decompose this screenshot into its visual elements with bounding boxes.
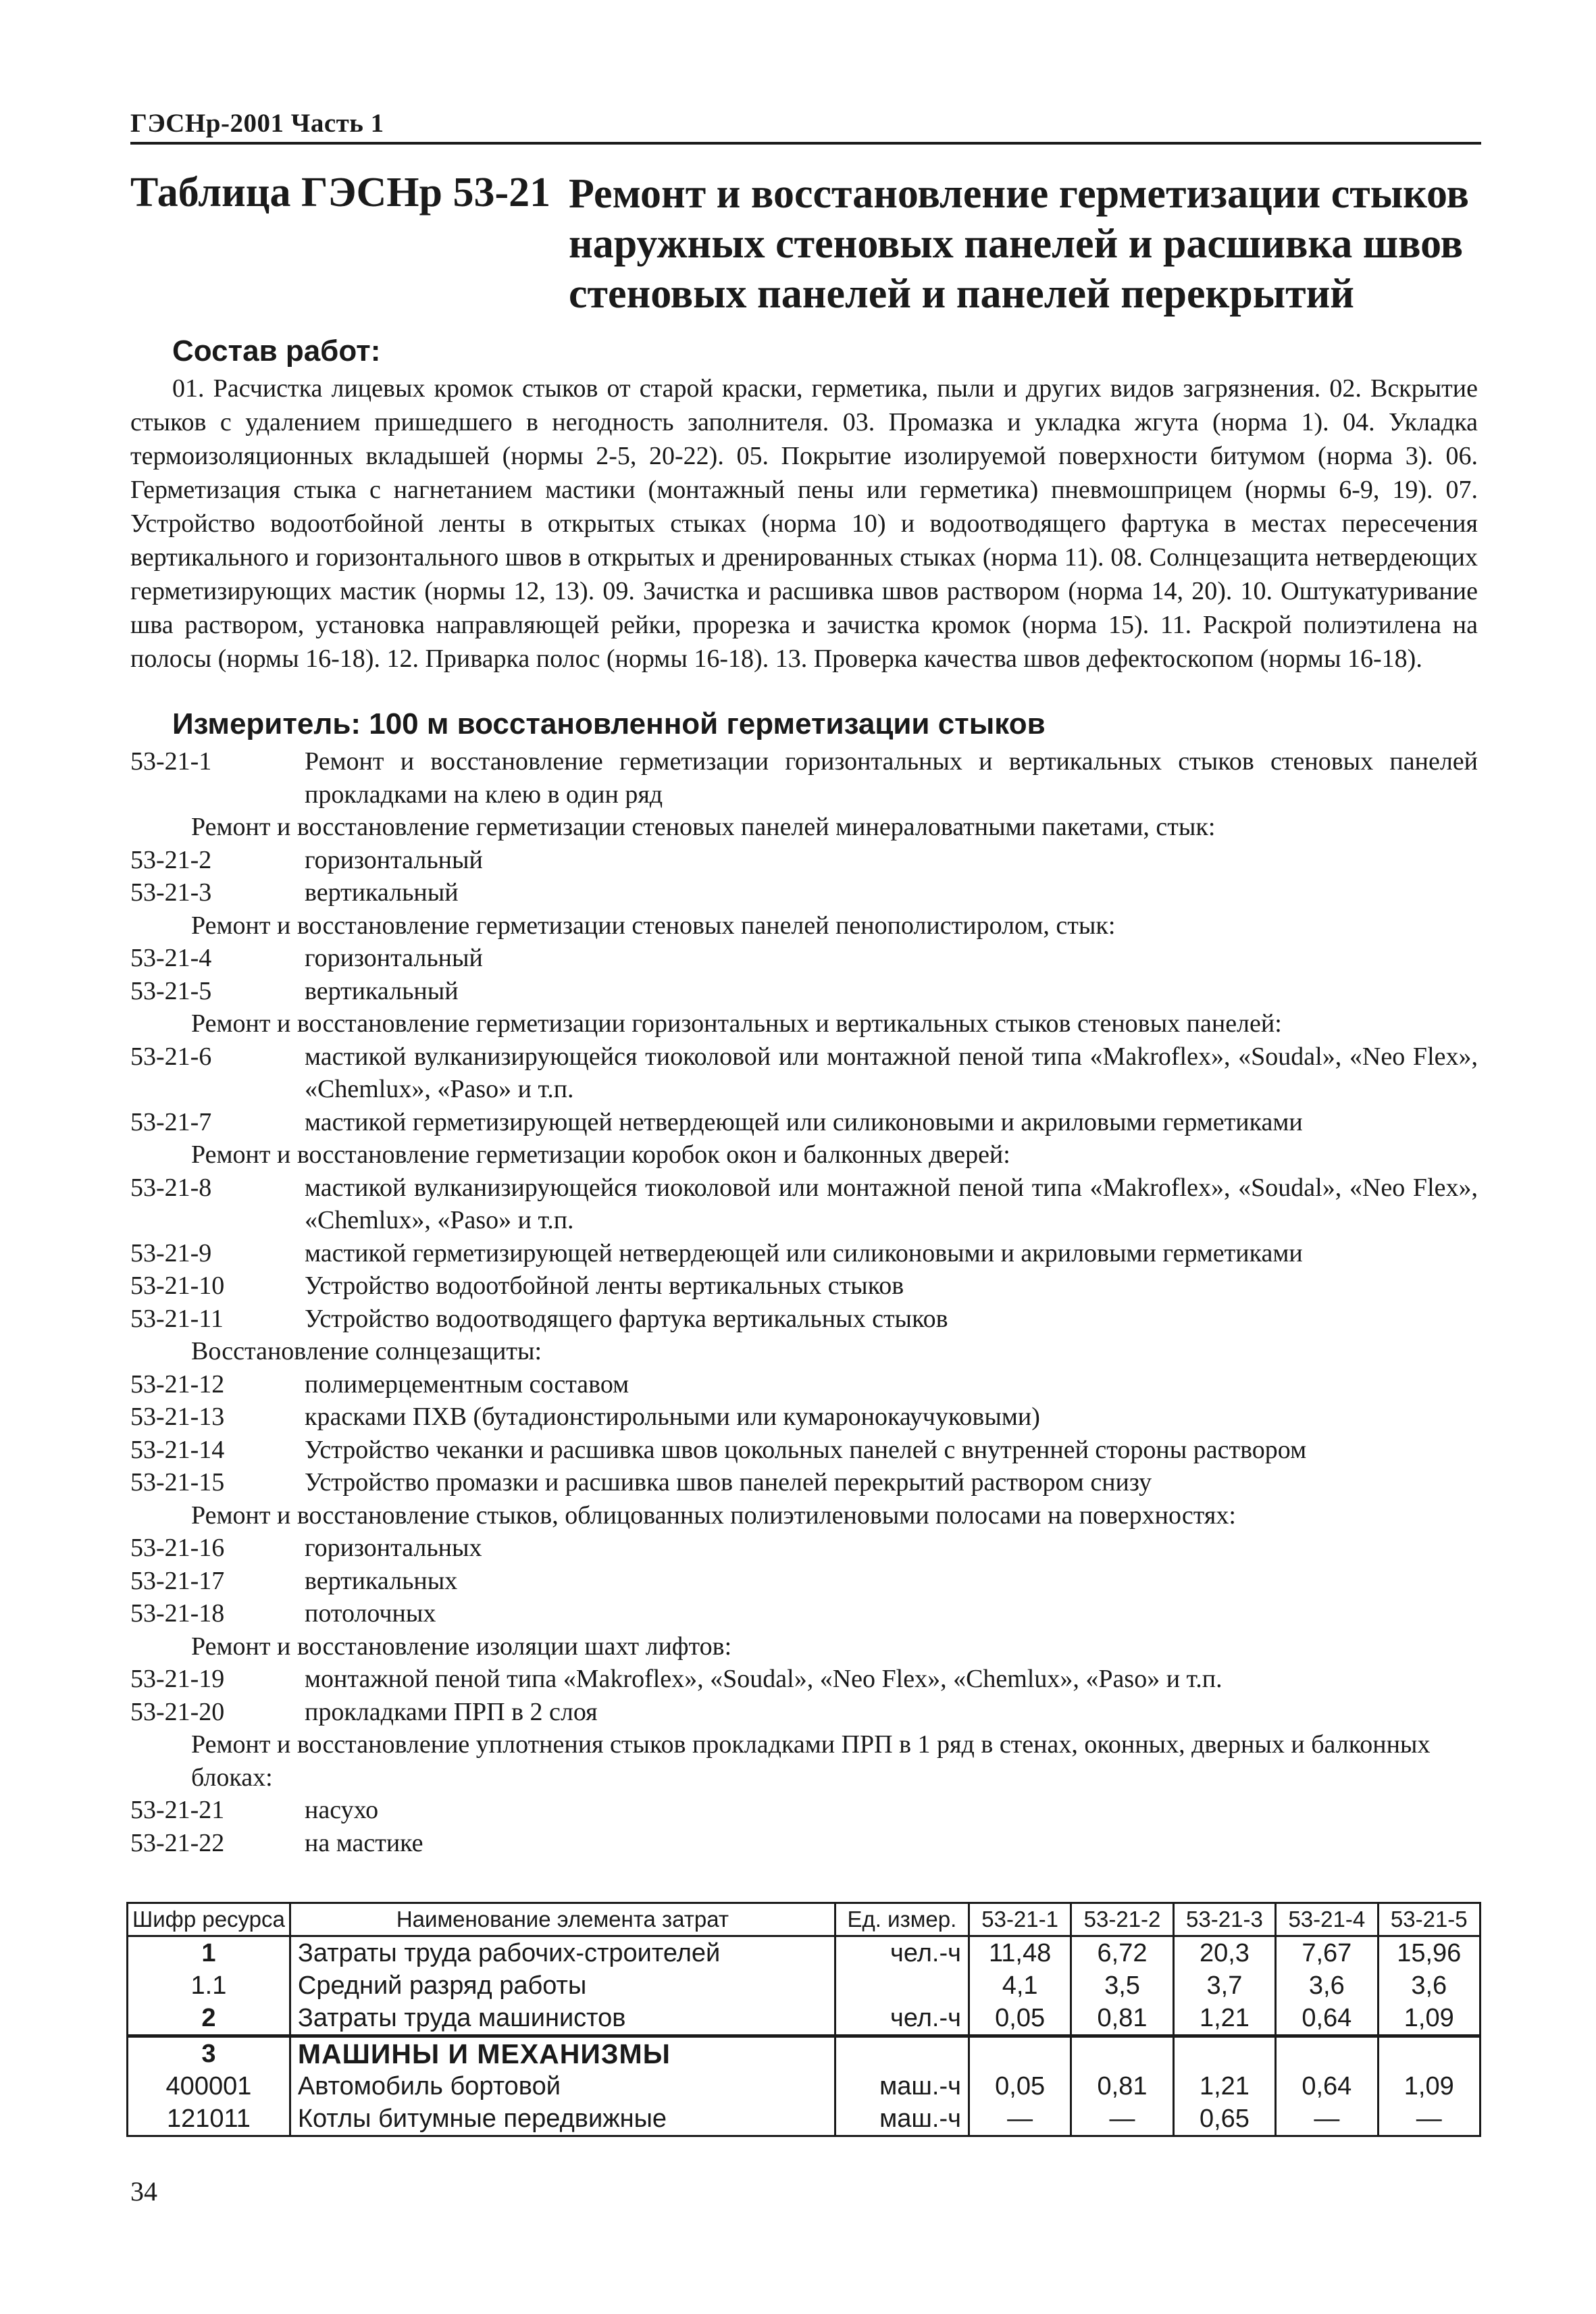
resource-value: 0,05 (969, 2002, 1071, 2036)
cost-table-row (128, 2002, 1481, 2036)
works-text: 01. Расчистка лицевых кромок стыков от старой краски, герметика, пыли и других видов загрязнения. 02. Вскрытие стыков с удалением пришедшего в негодность заполнителя. 03. Промазка и укладка жгута (норма 1). 04. Укладка термоизоляционных вкладышей (нормы 2-5, 20-22). 05. Покрытие изолируемой поверхности битумом (норма 3). 06. Герметизация стыка с нагнетанием мастики (монтажный пены или герметика) пневмошприцем (нормы 6-9, 19). 07. Устройство водоотбойной ленты в открытых стыках (норма 10) и водоотводящего фартука в местах пересечения вертикального и горизонтального швов в открытых и дренированных стыках (норма 11). 08. Солнцезащита нетвердеющих герметизирующих мастик (нормы 12, 13). 09. Зачистка и расшивка швов раствором (норма 14, 20). 10. Оштукатуривание шва раствором, установка направляющей рейки, прорезка и зачистка кромок (норма 15). 11. Раскрой полиэтилена на полосы (нормы 16-18). 12. Приварка полос (нормы 16-18). 13. Проверка качества швов дефектоскопом (нормы 16-18). (130, 374, 1478, 673)
header-col-3: 53-21-3 (1173, 1903, 1275, 1936)
resource-value: 1,21 (1173, 2002, 1275, 2036)
norm-item (130, 1106, 1478, 1139)
norm-code: 53-21-1 (130, 747, 212, 776)
running-header: ГЭСНр-2001 Часть 1 (130, 109, 384, 138)
resource-name: Затраты труда рабочих-строителей (290, 1936, 835, 1970)
group-heading: Ремонт и восстановление стыков, облицованных полиэтиленовыми полосами на поверхностях: (191, 1501, 1236, 1530)
resource-value: 3,6 (1378, 1969, 1480, 2002)
cost-table-header-row (128, 1903, 1481, 1936)
header-rule (130, 142, 1481, 145)
norm-code: 53-21-9 (130, 1238, 212, 1267)
norm-item (130, 745, 1478, 811)
norm-code: 53-21-8 (130, 1173, 212, 1202)
norm-item (130, 975, 1478, 1008)
norm-description: монтажной пеной типа «Makroflex», «Soudal», «Neo Flex», «Chemlux», «Paso» и т.п. (305, 1665, 1222, 1693)
resource-value: 3,6 (1276, 1969, 1378, 2002)
norm-description: Устройство водоотбойной ленты вертикальных стыков (305, 1272, 904, 1300)
group-heading: Ремонт и восстановление изоляции шахт лифтов: (191, 1632, 732, 1661)
cost-table-row (128, 1936, 1481, 1970)
resource-value: 3,7 (1173, 1969, 1275, 2002)
resource-name: МАШИНЫ И МЕХАНИЗМЫ (290, 2036, 835, 2071)
norm-description: мастикой герметизирующей нетвердеющей или силиконовыми и акриловыми герметиками (305, 1238, 1303, 1267)
norm-code: 53-21-10 (130, 1272, 225, 1300)
norm-item (130, 1368, 1478, 1401)
resource-name: Средний разряд работы (290, 1969, 835, 2002)
measure-label: Измеритель: 100 м восстановленной герметизации стыков (172, 707, 1046, 740)
norm-item (130, 1565, 1478, 1598)
group-heading: Ремонт и восстановление уплотнения стыков прокладками ПРП в 1 ряд в стенах, оконных, дверных и балконных блоках: (191, 1730, 1431, 1792)
group-heading: Ремонт и восстановление герметизации стеновых панелей пенополистиролом, стык: (191, 911, 1116, 940)
works-label: Состав работ: (172, 334, 381, 368)
resource-value (1378, 2036, 1480, 2071)
norm-item (130, 1434, 1478, 1467)
resource-value: 0,81 (1071, 2070, 1173, 2103)
cost-table (126, 1902, 1481, 2137)
resource-value: — (1378, 2103, 1480, 2136)
norm-code: 53-21-18 (130, 1599, 225, 1628)
norm-description: вертикальных (305, 1566, 458, 1595)
norm-code: 53-21-20 (130, 1697, 225, 1726)
cost-table-row (128, 2103, 1481, 2136)
norm-description: вертикальный (305, 976, 459, 1005)
norm-item (130, 1827, 1478, 1860)
norm-item (130, 1466, 1478, 1499)
resource-unit (835, 2036, 969, 2071)
resource-value: 0,64 (1276, 2070, 1378, 2103)
norm-item (130, 876, 1478, 909)
resource-value: 4,1 (969, 1969, 1071, 2002)
header-col-2: 53-21-2 (1071, 1903, 1173, 1936)
norm-code: 53-21-7 (130, 1107, 212, 1136)
norm-code: 53-21-22 (130, 1828, 225, 1857)
resource-value: 1,09 (1378, 2070, 1480, 2103)
resource-value: 15,96 (1378, 1936, 1480, 1970)
resource-value: 20,3 (1173, 1936, 1275, 1970)
norm-item (130, 1401, 1478, 1434)
header-unit: Ед. измер. (835, 1903, 969, 1936)
norm-description: горизонтальный (305, 845, 483, 874)
resource-unit: чел.-ч (835, 1936, 969, 1970)
resource-code: 1.1 (128, 1969, 290, 2002)
norm-code: 53-21-16 (130, 1534, 225, 1562)
header-col-1: 53-21-1 (969, 1903, 1071, 1936)
resource-value: 11,48 (969, 1936, 1071, 1970)
norm-code: 53-21-19 (130, 1665, 225, 1693)
norm-item (130, 1696, 1478, 1729)
cost-table-row (128, 2036, 1481, 2071)
cost-table-row (128, 2070, 1481, 2103)
norm-item (130, 1663, 1478, 1696)
norm-item (130, 844, 1478, 877)
resource-unit: чел.-ч (835, 2002, 969, 2036)
resource-code: 121011 (128, 2103, 290, 2136)
resource-value: — (1071, 2103, 1173, 2136)
norm-item (130, 1237, 1478, 1270)
table-heading: Ремонт и восстановление герметизации стыков наружных стеновых панелей и расшивка швов стеновых панелей и панелей перекрытий (569, 171, 1469, 317)
norm-description: красками ПХВ (бутадионстирольными или кумаронокаучуковыми) (305, 1403, 1040, 1431)
resource-value (1173, 2036, 1275, 2071)
norm-description: мастикой вулканизирующейся тиоколовой или монтажной пеной типа «Makroflex», «Soudal», «Neo Flex», «Chemlux», «Paso» и т.п. (305, 1173, 1478, 1234)
norm-description: мастикой герметизирующей нетвердеющей или силиконовыми и акриловыми герметиками (305, 1107, 1303, 1136)
resource-value: 1,21 (1173, 2070, 1275, 2103)
norm-description: Устройство водоотводящего фартука вертикальных стыков (305, 1304, 948, 1333)
resource-unit: маш.-ч (835, 2070, 969, 2103)
norm-description: Ремонт и восстановление герметизации горизонтальных и вертикальных стыков стеновых панелей прокладками на клею в один ряд (305, 747, 1478, 809)
resource-value: 6,72 (1071, 1936, 1173, 1970)
norm-items-list (130, 745, 1478, 1859)
norm-code: 53-21-6 (130, 1042, 212, 1071)
resource-value: 7,67 (1276, 1936, 1378, 1970)
norm-item (130, 1597, 1478, 1630)
resource-value: 0,64 (1276, 2002, 1378, 2036)
resource-code: 1 (128, 1936, 290, 1970)
norm-code: 53-21-13 (130, 1403, 225, 1431)
group-heading: Ремонт и восстановление герметизации стеновых панелей минераловатными пакетами, стык: (191, 813, 1216, 841)
resource-name: Котлы битумные передвижные (290, 2103, 835, 2136)
norm-code: 53-21-3 (130, 878, 212, 907)
norm-code: 53-21-21 (130, 1796, 225, 1824)
norm-code: 53-21-2 (130, 845, 212, 874)
norm-description: прокладками ПРП в 2 слоя (305, 1697, 598, 1726)
norm-item (130, 942, 1478, 975)
resource-value (969, 2036, 1071, 2071)
resource-unit (835, 1969, 969, 2002)
resource-value: 0,05 (969, 2070, 1071, 2103)
resource-value: 3,5 (1071, 1969, 1173, 2002)
norm-description: горизонтальный (305, 944, 483, 972)
norm-description: полимерцементным составом (305, 1369, 629, 1399)
norm-description: насухо (305, 1796, 379, 1824)
norm-item (130, 1269, 1478, 1303)
group-heading: Восстановление солнцезащиты: (191, 1337, 542, 1365)
norm-description: вертикальный (305, 878, 459, 907)
cost-table-body (128, 1936, 1481, 2136)
norm-description: Устройство промазки и расшивка швов панелей перекрытий раствором снизу (305, 1468, 1152, 1496)
resource-value: — (969, 2103, 1071, 2136)
norm-code: 53-21-14 (130, 1435, 225, 1464)
norm-description: мастикой вулканизирующейся тиоколовой или монтажной пеной типа «Makroflex», «Soudal», «Neo Flex», «Chemlux», «Paso» и т.п. (305, 1042, 1478, 1103)
resource-unit: маш.-ч (835, 2103, 969, 2136)
group-heading: Ремонт и восстановление герметизации горизонтальных и вертикальных стыков стеновых панелей: (191, 1009, 1282, 1038)
cost-table-row (128, 1969, 1481, 2002)
header-col-5: 53-21-5 (1378, 1903, 1480, 1936)
header-col-4: 53-21-4 (1276, 1903, 1378, 1936)
norm-code: 53-21-4 (130, 944, 212, 972)
group-heading: Ремонт и восстановление герметизации коробок окон и балконных дверей: (191, 1140, 1010, 1169)
resource-value: 0,81 (1071, 2002, 1173, 2036)
norm-code: 53-21-11 (130, 1304, 224, 1333)
norm-item (130, 1532, 1478, 1565)
resource-name: Автомобиль бортовой (290, 2070, 835, 2103)
resource-name: Затраты труда машинистов (290, 2002, 835, 2036)
header-name: Наименование элемента затрат (290, 1903, 835, 1936)
norm-code: 53-21-15 (130, 1468, 225, 1496)
resource-value: 1,09 (1378, 2002, 1480, 2036)
norm-item (130, 1794, 1478, 1827)
resource-code: 400001 (128, 2070, 290, 2103)
resource-value: 0,65 (1173, 2103, 1275, 2136)
resource-value (1276, 2036, 1378, 2071)
norm-description: потолочных (305, 1599, 436, 1628)
norm-code: 53-21-12 (130, 1369, 225, 1399)
page-number: 34 (130, 2176, 157, 2207)
table-title: Таблица ГЭСНр 53-21 (130, 170, 551, 216)
norm-description: горизонтальных (305, 1534, 482, 1562)
norm-code: 53-21-17 (130, 1566, 225, 1595)
norm-item (130, 1172, 1478, 1237)
norm-item (130, 1303, 1478, 1336)
resource-code: 2 (128, 2002, 290, 2036)
norm-code: 53-21-5 (130, 976, 212, 1005)
norm-item (130, 1040, 1478, 1106)
norm-description: на мастике (305, 1828, 423, 1857)
norm-description: Устройство чеканки и расшивка швов цокольных панелей с внутренней стороны раствором (305, 1435, 1307, 1464)
header-code: Шифр ресурса (128, 1903, 290, 1936)
resource-value (1071, 2036, 1173, 2071)
resource-value: — (1276, 2103, 1378, 2136)
resource-code: 3 (128, 2036, 290, 2071)
